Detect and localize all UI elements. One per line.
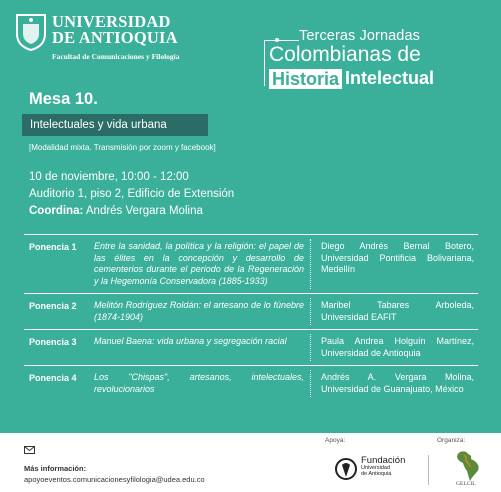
fundacion-line3: de Antioquia [361,471,392,477]
event-line3 [269,68,479,89]
faculty-name: Facultad de Comunicaciones y Filología [52,52,180,61]
coordina-label: Coordina: [29,205,84,217]
mail-icon [24,446,35,454]
session-info [29,169,234,220]
contact-email[interactable]: apoyoeventos.comunicacionesyfilologia@udea.edu.co [24,475,205,484]
fundacion-line1: Fundación [361,455,406,466]
fundacion-name [361,456,405,477]
more-info-label: Más información: [24,464,87,473]
event-line2: Colombianas de [269,43,421,66]
university-line1: UNIVERSIDAD [52,12,171,31]
university-line2: DE ANTIOQUIA [52,28,178,47]
session-coordina [29,203,234,220]
university-name [52,14,178,46]
ponencia-author: Paula Andrea Holguín Martínez, Universidad de Antioquia [321,336,474,358]
ponencia-number: Ponencia 4 [29,373,77,383]
ponencia-title: Manuel Baena: vida urbana y segregación racial [94,336,287,346]
organizer-label: Organiza: [437,437,466,444]
ponencia-number: Ponencia 3 [29,337,77,347]
modalidad: [Modalidad mixta. Transmisión por zoom y facebook] [29,143,216,152]
ponencia-number: Ponencia 1 [29,242,77,252]
ponencia-number: Ponencia 2 [29,301,77,311]
event-title [269,28,479,89]
ponencias-table [24,234,478,401]
session-place: Auditorio 1, piso 2, Edificio de Extensión [29,188,235,200]
fundacion-logo-icon [335,457,357,481]
footer-divider [428,455,429,485]
session-date: 10 de noviembre, 10:00 - 12:00 [29,171,189,183]
udea-seal-icon [14,12,48,52]
coordina-name: Andrés Vergara Molina [85,205,203,217]
decor-line [264,40,265,86]
table-row [24,234,478,293]
table-row [24,365,478,401]
supporter-label: Apoya: [325,437,346,444]
table-row [24,329,478,365]
mesa-banner: Intelectuales y vida urbana [22,114,208,136]
fundacion-line2: Universidad [361,465,391,471]
mesa-title: Mesa 10. [29,90,98,108]
ponencia-author: Andrés A. Vergara Molina, Universidad de Guanajuato, México [321,372,474,394]
ponencia-title: Entre la sanidad, la política y la religión: el papel de las élites en la concepción y desarrollo de cementerios durante el periodo de la Regeneración y la Hegemonía Conservadora (1885-1933) [94,241,304,286]
event-line1: Terceras Jornadas [299,28,420,44]
gelcil-map-icon [452,449,488,483]
event-line3-rest: Intelectual [345,68,435,88]
ponencia-author: Maribel Tabares Arboleda, Universidad EAFIT [321,300,474,322]
decor-line [277,40,299,41]
ponencia-title: Melitón Rodríguez Roldán: el artesano de lo fúnebre (1874-1904) [94,300,304,322]
ponencia-author: Diego Andrés Bernal Botero, Universidad Pontificia Bolivariana, Medellín [321,241,474,274]
footer [0,433,501,492]
ponencia-title: Los "Chispas", artesanos, intelectuales, revolucionarios [94,372,304,394]
gelcil-name: GELCIL [456,481,476,487]
event-highlight: Historia [269,69,342,89]
table-row [24,293,478,329]
